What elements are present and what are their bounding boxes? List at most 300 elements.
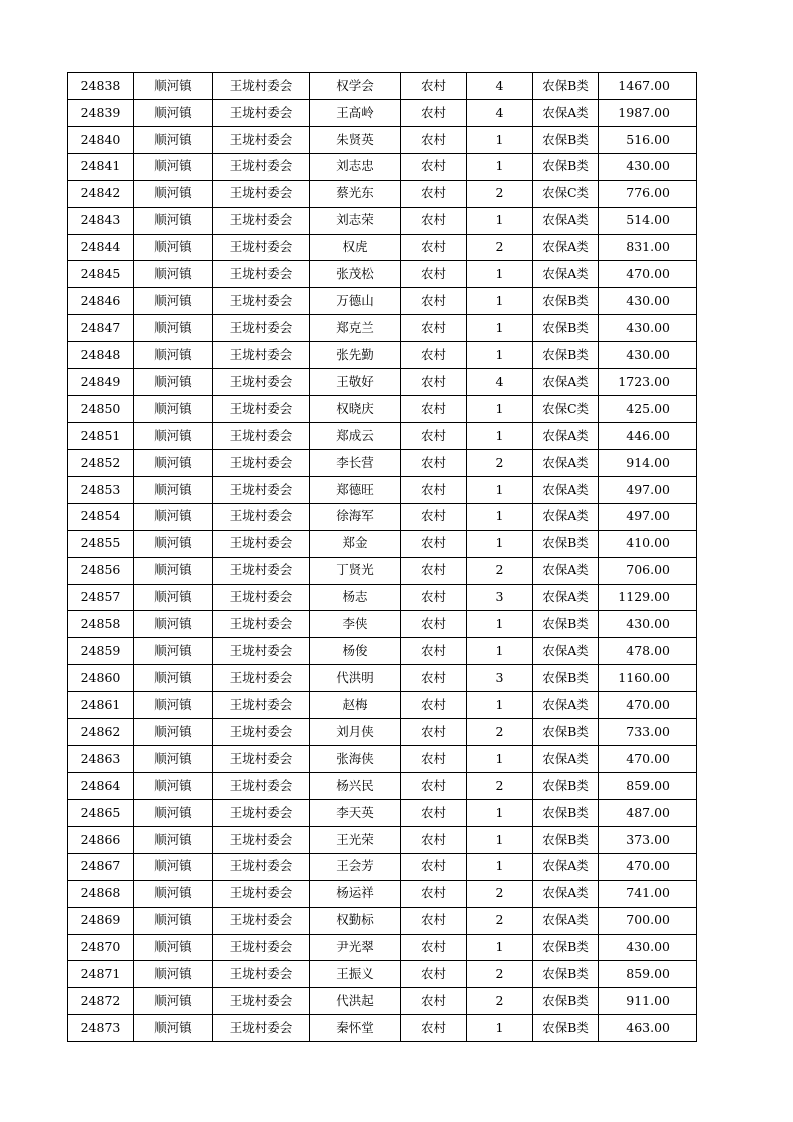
record-number-cell: 24855 — [68, 530, 134, 557]
township-cell: 顺河镇 — [134, 530, 213, 557]
table-row — [68, 73, 697, 100]
household-size-cell: 4 — [467, 99, 533, 126]
township-cell: 顺河镇 — [134, 503, 213, 530]
record-number-cell: 24862 — [68, 719, 134, 746]
household-size-cell: 1 — [467, 503, 533, 530]
insurance-category-cell: 农保A类 — [533, 692, 599, 719]
record-number-cell: 24865 — [68, 799, 134, 826]
household-size-cell: 1 — [467, 746, 533, 773]
amount-cell: 430.00 — [599, 315, 697, 342]
township-cell: 顺河镇 — [134, 826, 213, 853]
area-type-cell: 农村 — [401, 396, 467, 423]
village-committee-cell: 王垅村委会 — [213, 826, 310, 853]
head-of-household-cell: 杨运祥 — [310, 880, 401, 907]
head-of-household-cell: 权学会 — [310, 73, 401, 100]
household-size-cell: 1 — [467, 530, 533, 557]
village-committee-cell: 王垅村委会 — [213, 449, 310, 476]
township-cell: 顺河镇 — [134, 396, 213, 423]
head-of-household-cell: 王敬好 — [310, 369, 401, 396]
village-committee-cell: 王垅村委会 — [213, 557, 310, 584]
household-size-cell: 4 — [467, 73, 533, 100]
record-number-cell: 24860 — [68, 665, 134, 692]
amount-cell: 410.00 — [599, 530, 697, 557]
township-cell: 顺河镇 — [134, 422, 213, 449]
township-cell: 顺河镇 — [134, 799, 213, 826]
table-row — [68, 261, 697, 288]
insurance-category-cell: 农保B类 — [533, 988, 599, 1015]
household-size-cell: 1 — [467, 126, 533, 153]
head-of-household-cell: 徐海军 — [310, 503, 401, 530]
head-of-household-cell: 代洪明 — [310, 665, 401, 692]
village-committee-cell: 王垅村委会 — [213, 234, 310, 261]
head-of-household-cell: 万德山 — [310, 288, 401, 315]
village-committee-cell: 王垅村委会 — [213, 261, 310, 288]
table-row — [68, 396, 697, 423]
table-row — [68, 719, 697, 746]
village-committee-cell: 王垅村委会 — [213, 853, 310, 880]
record-number-cell: 24850 — [68, 396, 134, 423]
village-committee-cell: 王垅村委会 — [213, 315, 310, 342]
insurance-category-cell: 农保B类 — [533, 611, 599, 638]
township-cell: 顺河镇 — [134, 746, 213, 773]
township-cell: 顺河镇 — [134, 772, 213, 799]
record-number-cell: 24870 — [68, 934, 134, 961]
township-cell: 顺河镇 — [134, 665, 213, 692]
head-of-household-cell: 张海侠 — [310, 746, 401, 773]
insurance-category-cell: 农保B类 — [533, 530, 599, 557]
record-number-cell: 24869 — [68, 907, 134, 934]
insurance-category-cell: 农保A类 — [533, 880, 599, 907]
household-size-cell: 1 — [467, 1015, 533, 1042]
area-type-cell: 农村 — [401, 207, 467, 234]
village-committee-cell: 王垅村委会 — [213, 799, 310, 826]
table-row — [68, 611, 697, 638]
insurance-category-cell: 农保A类 — [533, 449, 599, 476]
amount-cell: 470.00 — [599, 261, 697, 288]
table-row — [68, 772, 697, 799]
table-row — [68, 342, 697, 369]
township-cell: 顺河镇 — [134, 557, 213, 584]
record-number-cell: 24871 — [68, 961, 134, 988]
amount-cell: 1160.00 — [599, 665, 697, 692]
area-type-cell: 农村 — [401, 261, 467, 288]
township-cell: 顺河镇 — [134, 476, 213, 503]
village-committee-cell: 王垅村委会 — [213, 476, 310, 503]
area-type-cell: 农村 — [401, 772, 467, 799]
head-of-household-cell: 刘志忠 — [310, 153, 401, 180]
table-row — [68, 476, 697, 503]
township-cell: 顺河镇 — [134, 934, 213, 961]
household-size-cell: 1 — [467, 207, 533, 234]
amount-cell: 373.00 — [599, 826, 697, 853]
insurance-category-cell: 农保A类 — [533, 207, 599, 234]
area-type-cell: 农村 — [401, 934, 467, 961]
area-type-cell: 农村 — [401, 342, 467, 369]
insurance-category-cell: 农保B类 — [533, 126, 599, 153]
head-of-household-cell: 郑德旺 — [310, 476, 401, 503]
table-row — [68, 530, 697, 557]
table-row — [68, 153, 697, 180]
household-size-cell: 1 — [467, 476, 533, 503]
village-committee-cell: 王垅村委会 — [213, 772, 310, 799]
household-size-cell: 2 — [467, 907, 533, 934]
insurance-category-cell: 农保A类 — [533, 907, 599, 934]
head-of-household-cell: 李侠 — [310, 611, 401, 638]
area-type-cell: 农村 — [401, 369, 467, 396]
record-number-cell: 24861 — [68, 692, 134, 719]
head-of-household-cell: 权勤标 — [310, 907, 401, 934]
village-committee-cell: 王垅村委会 — [213, 422, 310, 449]
household-size-cell: 1 — [467, 288, 533, 315]
table-row — [68, 369, 697, 396]
household-size-cell: 2 — [467, 772, 533, 799]
township-cell: 顺河镇 — [134, 719, 213, 746]
table-row — [68, 907, 697, 934]
township-cell: 顺河镇 — [134, 611, 213, 638]
amount-cell: 446.00 — [599, 422, 697, 449]
insurance-category-cell: 农保C类 — [533, 180, 599, 207]
amount-cell: 430.00 — [599, 934, 697, 961]
area-type-cell: 农村 — [401, 826, 467, 853]
household-size-cell: 4 — [467, 369, 533, 396]
insurance-category-cell: 农保A类 — [533, 476, 599, 503]
household-size-cell: 2 — [467, 449, 533, 476]
amount-cell: 463.00 — [599, 1015, 697, 1042]
household-size-cell: 1 — [467, 422, 533, 449]
amount-cell: 776.00 — [599, 180, 697, 207]
area-type-cell: 农村 — [401, 503, 467, 530]
village-committee-cell: 王垅村委会 — [213, 180, 310, 207]
record-number-cell: 24838 — [68, 73, 134, 100]
area-type-cell: 农村 — [401, 638, 467, 665]
township-cell: 顺河镇 — [134, 692, 213, 719]
subsidy-roster-table — [67, 72, 697, 1042]
record-number-cell: 24864 — [68, 772, 134, 799]
area-type-cell: 农村 — [401, 234, 467, 261]
record-number-cell: 24840 — [68, 126, 134, 153]
village-committee-cell: 王垅村委会 — [213, 692, 310, 719]
amount-cell: 741.00 — [599, 880, 697, 907]
head-of-household-cell: 蔡光东 — [310, 180, 401, 207]
table-row — [68, 288, 697, 315]
record-number-cell: 24868 — [68, 880, 134, 907]
table-row — [68, 961, 697, 988]
insurance-category-cell: 农保A类 — [533, 99, 599, 126]
head-of-household-cell: 郑成云 — [310, 422, 401, 449]
household-size-cell: 3 — [467, 584, 533, 611]
head-of-household-cell: 秦怀堂 — [310, 1015, 401, 1042]
area-type-cell: 农村 — [401, 853, 467, 880]
head-of-household-cell: 李长营 — [310, 449, 401, 476]
table-row — [68, 422, 697, 449]
record-number-cell: 24857 — [68, 584, 134, 611]
area-type-cell: 农村 — [401, 180, 467, 207]
table-row — [68, 746, 697, 773]
area-type-cell: 农村 — [401, 99, 467, 126]
village-committee-cell: 王垅村委会 — [213, 665, 310, 692]
insurance-category-cell: 农保A类 — [533, 853, 599, 880]
record-number-cell: 24863 — [68, 746, 134, 773]
village-committee-cell: 王垅村委会 — [213, 907, 310, 934]
amount-cell: 425.00 — [599, 396, 697, 423]
area-type-cell: 农村 — [401, 746, 467, 773]
insurance-category-cell: 农保C类 — [533, 396, 599, 423]
household-size-cell: 1 — [467, 826, 533, 853]
amount-cell: 430.00 — [599, 342, 697, 369]
area-type-cell: 农村 — [401, 126, 467, 153]
insurance-category-cell: 农保A类 — [533, 746, 599, 773]
amount-cell: 470.00 — [599, 692, 697, 719]
township-cell: 顺河镇 — [134, 880, 213, 907]
insurance-category-cell: 农保B类 — [533, 342, 599, 369]
amount-cell: 430.00 — [599, 611, 697, 638]
record-number-cell: 24843 — [68, 207, 134, 234]
insurance-category-cell: 农保B类 — [533, 799, 599, 826]
township-cell: 顺河镇 — [134, 288, 213, 315]
table-body — [68, 73, 697, 1042]
record-number-cell: 24845 — [68, 261, 134, 288]
village-committee-cell: 王垅村委会 — [213, 638, 310, 665]
record-number-cell: 24858 — [68, 611, 134, 638]
household-size-cell: 1 — [467, 692, 533, 719]
amount-cell: 1467.00 — [599, 73, 697, 100]
head-of-household-cell: 权晓庆 — [310, 396, 401, 423]
table-row — [68, 99, 697, 126]
record-number-cell: 24856 — [68, 557, 134, 584]
village-committee-cell: 王垅村委会 — [213, 342, 310, 369]
insurance-category-cell: 农保A类 — [533, 369, 599, 396]
household-size-cell: 1 — [467, 342, 533, 369]
village-committee-cell: 王垅村委会 — [213, 288, 310, 315]
village-committee-cell: 王垅村委会 — [213, 988, 310, 1015]
household-size-cell: 1 — [467, 153, 533, 180]
village-committee-cell: 王垅村委会 — [213, 584, 310, 611]
insurance-category-cell: 农保A类 — [533, 584, 599, 611]
area-type-cell: 农村 — [401, 73, 467, 100]
table-row — [68, 826, 697, 853]
amount-cell: 859.00 — [599, 772, 697, 799]
amount-cell: 1129.00 — [599, 584, 697, 611]
record-number-cell: 24854 — [68, 503, 134, 530]
household-size-cell: 1 — [467, 396, 533, 423]
head-of-household-cell: 郑克兰 — [310, 315, 401, 342]
township-cell: 顺河镇 — [134, 369, 213, 396]
record-number-cell: 24873 — [68, 1015, 134, 1042]
record-number-cell: 24852 — [68, 449, 134, 476]
insurance-category-cell: 农保A类 — [533, 557, 599, 584]
township-cell: 顺河镇 — [134, 261, 213, 288]
household-size-cell: 1 — [467, 261, 533, 288]
village-committee-cell: 王垅村委会 — [213, 719, 310, 746]
insurance-category-cell: 农保B类 — [533, 934, 599, 961]
amount-cell: 831.00 — [599, 234, 697, 261]
insurance-category-cell: 农保B类 — [533, 1015, 599, 1042]
village-committee-cell: 王垅村委会 — [213, 153, 310, 180]
insurance-category-cell: 农保B类 — [533, 315, 599, 342]
area-type-cell: 农村 — [401, 799, 467, 826]
amount-cell: 859.00 — [599, 961, 697, 988]
amount-cell: 478.00 — [599, 638, 697, 665]
head-of-household-cell: 杨志 — [310, 584, 401, 611]
amount-cell: 470.00 — [599, 746, 697, 773]
village-committee-cell: 王垅村委会 — [213, 369, 310, 396]
amount-cell: 706.00 — [599, 557, 697, 584]
head-of-household-cell: 张茂松 — [310, 261, 401, 288]
area-type-cell: 农村 — [401, 557, 467, 584]
table-row — [68, 234, 697, 261]
table-row — [68, 180, 697, 207]
village-committee-cell: 王垅村委会 — [213, 207, 310, 234]
table-row — [68, 584, 697, 611]
amount-cell: 914.00 — [599, 449, 697, 476]
table-row — [68, 449, 697, 476]
insurance-category-cell: 农保B类 — [533, 826, 599, 853]
head-of-household-cell: 王光荣 — [310, 826, 401, 853]
record-number-cell: 24867 — [68, 853, 134, 880]
head-of-household-cell: 权虎 — [310, 234, 401, 261]
record-number-cell: 24847 — [68, 315, 134, 342]
insurance-category-cell: 农保B类 — [533, 73, 599, 100]
household-size-cell: 2 — [467, 988, 533, 1015]
household-size-cell: 1 — [467, 638, 533, 665]
area-type-cell: 农村 — [401, 530, 467, 557]
township-cell: 顺河镇 — [134, 449, 213, 476]
insurance-category-cell: 农保A类 — [533, 638, 599, 665]
household-size-cell: 2 — [467, 719, 533, 746]
amount-cell: 911.00 — [599, 988, 697, 1015]
amount-cell: 430.00 — [599, 288, 697, 315]
township-cell: 顺河镇 — [134, 180, 213, 207]
head-of-household-cell: 丁贤光 — [310, 557, 401, 584]
table-row — [68, 315, 697, 342]
record-number-cell: 24866 — [68, 826, 134, 853]
township-cell: 顺河镇 — [134, 153, 213, 180]
amount-cell: 516.00 — [599, 126, 697, 153]
household-size-cell: 1 — [467, 611, 533, 638]
village-committee-cell: 王垅村委会 — [213, 126, 310, 153]
head-of-household-cell: 张先勤 — [310, 342, 401, 369]
household-size-cell: 1 — [467, 853, 533, 880]
household-size-cell: 2 — [467, 961, 533, 988]
record-number-cell: 24872 — [68, 988, 134, 1015]
table-row — [68, 557, 697, 584]
area-type-cell: 农村 — [401, 988, 467, 1015]
record-number-cell: 24853 — [68, 476, 134, 503]
area-type-cell: 农村 — [401, 880, 467, 907]
township-cell: 顺河镇 — [134, 961, 213, 988]
insurance-category-cell: 农保A类 — [533, 422, 599, 449]
table-row — [68, 692, 697, 719]
township-cell: 顺河镇 — [134, 315, 213, 342]
village-committee-cell: 王垅村委会 — [213, 1015, 310, 1042]
head-of-household-cell: 王高岭 — [310, 99, 401, 126]
insurance-category-cell: 农保A类 — [533, 234, 599, 261]
table-row — [68, 880, 697, 907]
head-of-household-cell: 王会芳 — [310, 853, 401, 880]
village-committee-cell: 王垅村委会 — [213, 530, 310, 557]
head-of-household-cell: 杨兴民 — [310, 772, 401, 799]
amount-cell: 497.00 — [599, 503, 697, 530]
insurance-category-cell: 农保B类 — [533, 772, 599, 799]
area-type-cell: 农村 — [401, 584, 467, 611]
table-row — [68, 934, 697, 961]
record-number-cell: 24842 — [68, 180, 134, 207]
household-size-cell: 2 — [467, 880, 533, 907]
head-of-household-cell: 尹光翠 — [310, 934, 401, 961]
area-type-cell: 农村 — [401, 449, 467, 476]
township-cell: 顺河镇 — [134, 853, 213, 880]
record-number-cell: 24846 — [68, 288, 134, 315]
township-cell: 顺河镇 — [134, 638, 213, 665]
township-cell: 顺河镇 — [134, 234, 213, 261]
area-type-cell: 农村 — [401, 476, 467, 503]
village-committee-cell: 王垅村委会 — [213, 99, 310, 126]
household-size-cell: 2 — [467, 180, 533, 207]
head-of-household-cell: 代洪起 — [310, 988, 401, 1015]
household-size-cell: 2 — [467, 557, 533, 584]
head-of-household-cell: 李天英 — [310, 799, 401, 826]
record-number-cell: 24859 — [68, 638, 134, 665]
table-row — [68, 126, 697, 153]
village-committee-cell: 王垅村委会 — [213, 396, 310, 423]
township-cell: 顺河镇 — [134, 342, 213, 369]
table-row — [68, 1015, 697, 1042]
table-row — [68, 665, 697, 692]
village-committee-cell: 王垅村委会 — [213, 73, 310, 100]
record-number-cell: 24844 — [68, 234, 134, 261]
record-number-cell: 24841 — [68, 153, 134, 180]
amount-cell: 733.00 — [599, 719, 697, 746]
insurance-category-cell: 农保B类 — [533, 288, 599, 315]
table-row — [68, 638, 697, 665]
township-cell: 顺河镇 — [134, 1015, 213, 1042]
table-row — [68, 988, 697, 1015]
insurance-category-cell: 农保B类 — [533, 153, 599, 180]
record-number-cell: 24851 — [68, 422, 134, 449]
household-size-cell: 1 — [467, 799, 533, 826]
area-type-cell: 农村 — [401, 153, 467, 180]
amount-cell: 497.00 — [599, 476, 697, 503]
head-of-household-cell: 朱贤英 — [310, 126, 401, 153]
area-type-cell: 农村 — [401, 719, 467, 746]
amount-cell: 470.00 — [599, 853, 697, 880]
township-cell: 顺河镇 — [134, 73, 213, 100]
head-of-household-cell: 刘志荣 — [310, 207, 401, 234]
table-row — [68, 799, 697, 826]
amount-cell: 1723.00 — [599, 369, 697, 396]
head-of-household-cell: 王振义 — [310, 961, 401, 988]
area-type-cell: 农村 — [401, 422, 467, 449]
village-committee-cell: 王垅村委会 — [213, 611, 310, 638]
village-committee-cell: 王垅村委会 — [213, 746, 310, 773]
insurance-category-cell: 农保B类 — [533, 961, 599, 988]
area-type-cell: 农村 — [401, 315, 467, 342]
village-committee-cell: 王垅村委会 — [213, 961, 310, 988]
household-size-cell: 1 — [467, 315, 533, 342]
record-number-cell: 24848 — [68, 342, 134, 369]
amount-cell: 1987.00 — [599, 99, 697, 126]
area-type-cell: 农村 — [401, 961, 467, 988]
area-type-cell: 农村 — [401, 288, 467, 315]
amount-cell: 514.00 — [599, 207, 697, 234]
township-cell: 顺河镇 — [134, 584, 213, 611]
head-of-household-cell: 郑金 — [310, 530, 401, 557]
area-type-cell: 农村 — [401, 907, 467, 934]
amount-cell: 487.00 — [599, 799, 697, 826]
township-cell: 顺河镇 — [134, 126, 213, 153]
village-committee-cell: 王垅村委会 — [213, 934, 310, 961]
township-cell: 顺河镇 — [134, 988, 213, 1015]
